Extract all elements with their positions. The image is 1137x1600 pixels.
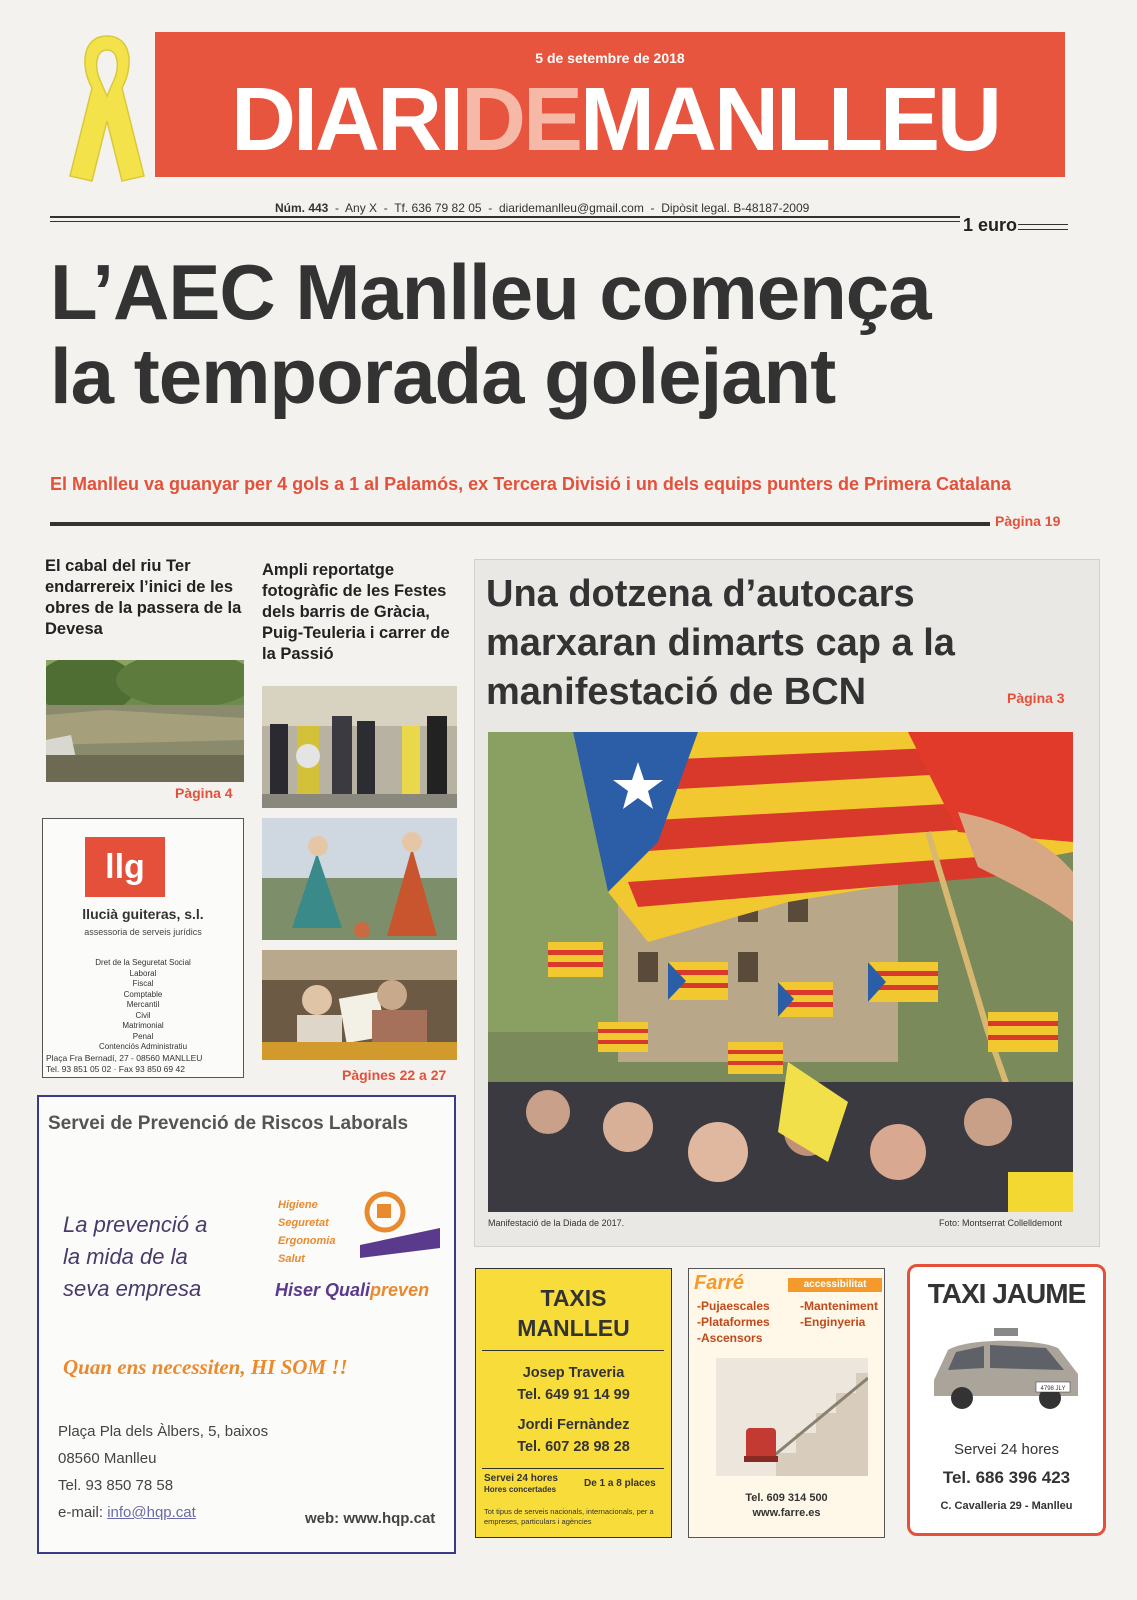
hqp-address2: 08560 Manlleu (58, 1450, 157, 1467)
hqp-area: Ergonomia (278, 1235, 336, 1247)
legal-deposit: Dipòsit legal. B-48187-2009 (661, 201, 810, 215)
masthead-rule-top (50, 216, 960, 218)
festes-story-headline: Ampli reportatge fotogràfic de les Festes dels barris de Gràcia, Puig-Teuleria i carrer de la Passió (262, 561, 450, 663)
taxis-tel2: Tel. 607 28 98 28 (517, 1439, 630, 1455)
festes-passio-photo (262, 950, 457, 1060)
hqp-tel: Tel. 93 850 78 58 (58, 1477, 174, 1494)
hqp-email-line (58, 1499, 268, 1526)
taxis-service: Servei 24 hores (484, 1473, 558, 1484)
llg-tagline: assessoria de serveis jurídics (84, 927, 202, 937)
hqp-email-link[interactable]: info@hqp.cat (107, 1504, 196, 1521)
masthead-title-part3: MANLLEU (580, 70, 999, 170)
llg-service: Contenciós Administratiu (98, 1042, 188, 1051)
llg-name: llucià guiteras, s.l. (82, 906, 204, 922)
llg-services (45, 958, 241, 1053)
price-rule-bottom (1018, 229, 1068, 230)
llg-service: Penal (132, 1031, 154, 1041)
river-ter-photo (46, 660, 244, 782)
ter-story-page: Pàgina 4 (175, 785, 233, 801)
masthead-title-part1: DIARI (231, 70, 462, 170)
festes-giants-photo (262, 818, 457, 940)
farre-items-left (697, 1298, 770, 1346)
taxis-driver2: Jordi Fernàndez (517, 1417, 630, 1433)
llg-service: Fiscal (132, 979, 154, 988)
llg-service: Matrimonial (122, 1021, 164, 1030)
hqp-web: web: www.hqp.cat (305, 1510, 436, 1527)
stairlift-photo (716, 1358, 868, 1476)
main-story-page: Pàgina 19 (995, 513, 1061, 529)
hqp-slogan-line2: la mida de la (63, 1244, 188, 1269)
taxis-service-sub: Hores concertades (484, 1485, 557, 1494)
hqp-slogan-line3: seva empresa (63, 1276, 202, 1301)
masthead-date: 5 de setembre de 2018 (535, 50, 685, 66)
taxis-divider (482, 1350, 664, 1351)
masthead-rule-bottom (50, 221, 960, 222)
taxi-jaume-title: TAXI JAUME (927, 1278, 1086, 1309)
ter-story-headline: El cabal del riu Ter endarrereix l’inici de les obres de la passera de la Devesa (45, 557, 242, 638)
taxis-title-line1: TAXIS (540, 1285, 607, 1311)
llg-logo: llg (85, 837, 165, 897)
farre-item: -Plataformes (697, 1315, 770, 1329)
farre-item: -Ascensors (697, 1331, 763, 1345)
farre-items-right (800, 1298, 878, 1330)
taxis-drivers (475, 1362, 672, 1458)
taxis-note: Tot tipus de serveis nacionals, internacionals, per a empreses, particulars i agències (484, 1507, 654, 1526)
hqp-motto: Quan ens necessiten, HI SOM !! (63, 1355, 348, 1379)
taxis-tel1: Tel. 649 91 14 99 (517, 1387, 630, 1403)
hqp-slogan (63, 1209, 207, 1305)
taxis-driver1: Josep Traveria (522, 1365, 625, 1381)
farre-item: -Enginyeria (800, 1315, 866, 1329)
price-rule-top (1018, 224, 1068, 225)
llg-address: Plaça Fra Bernadí, 27 - 08560 MANLLEU (46, 1053, 203, 1063)
issue-year: Any X (345, 201, 378, 215)
hqp-logo-icon (355, 1190, 445, 1270)
bcn-story-headline: Una dotzena d’autocars marxaran dimarts cap a la manifestació de BCN (486, 573, 955, 713)
masthead (155, 32, 1065, 177)
llg-service: Dret de la Seguretat Social (95, 958, 191, 967)
llg-service: Comptable (123, 989, 163, 999)
masthead-title-part2: DE (461, 70, 581, 170)
bcn-story-page: Pàgina 3 (1007, 690, 1065, 706)
hqp-area: Higiene (278, 1199, 318, 1211)
masthead-title (165, 70, 1065, 170)
main-subhead: El Manlleu va guanyar per 4 gols a 1 al Palamós, ex Tercera Divisió i un dels equips punters de Primera Catalana (50, 474, 1012, 494)
farre-item: -Pujaescales (697, 1299, 770, 1313)
info-separator: - (335, 201, 340, 215)
yellow-ribbon-icon (62, 26, 152, 186)
issue-info-line: Núm. 443 - Any X - Tf. 636 79 82 05 - diaridemanlleu@gmail.com - Dipòsit legal. B-48187-2009 (275, 201, 810, 215)
issue-email: diaridemanlleu@gmail.com (498, 201, 644, 215)
hqp-area: Seguretat (278, 1217, 329, 1229)
farre-web: www.farre.es (752, 1507, 821, 1519)
farre-item: -Manteniment (800, 1299, 878, 1313)
hqp-brand-b: preven (370, 1280, 430, 1300)
festes-band-photo (262, 686, 457, 808)
main-headline (50, 250, 1090, 418)
llg-service: Mercantil (126, 1000, 160, 1009)
taxi-jaume-service: Servei 24 hores (953, 1441, 1060, 1458)
issue-number: Núm. 443 (275, 201, 329, 215)
taxi-jaume-tel: Tel. 686 396 423 (942, 1468, 1071, 1487)
car-icon (926, 1328, 1086, 1410)
llg-service: Laboral (129, 968, 157, 978)
hqp-areas (278, 1196, 335, 1268)
farre-tag: accessibilitat (788, 1278, 882, 1292)
hqp-contact (58, 1418, 268, 1526)
taxis-divider-2 (482, 1468, 664, 1469)
farre-brand: Farré (694, 1272, 745, 1294)
main-headline-line1: L’AEC Manlleu comença (50, 248, 931, 336)
taxis-seats: De 1 a 8 places (584, 1478, 656, 1489)
taxis-title-line2: MANLLEU (517, 1315, 630, 1341)
issue-phone: Tf. 636 79 82 05 (394, 201, 482, 215)
hqp-brand-a: Hiser Quali (275, 1280, 371, 1300)
hqp-title: Servei de Prevenció de Riscos Laborals (48, 1113, 409, 1134)
headline-divider (50, 522, 990, 526)
taxis-title (475, 1283, 672, 1343)
bcn-photo-caption: Manifestació de la Diada de 2017. (488, 1218, 625, 1228)
hqp-address1: Plaça Pla dels Àlbers, 5, baixos (58, 1423, 269, 1440)
main-headline-line2: la temporada golejant (50, 332, 836, 420)
llg-service: Civil (135, 1010, 151, 1020)
car-plate: 4798 JLY (1040, 1386, 1066, 1392)
price: 1 euro (963, 215, 1018, 235)
hqp-brand (275, 1280, 429, 1301)
festes-story-page: Pàgines 22 a 27 (342, 1067, 447, 1083)
farre-tel: Tel. 609 314 500 (745, 1492, 828, 1504)
hqp-email-label: e-mail: (58, 1504, 104, 1521)
hqp-slogan-line1: La prevenció a (63, 1212, 208, 1237)
bcn-photo-credit: Foto: Montserrat Collelldemont (939, 1218, 1063, 1228)
llg-phones: Tel. 93 851 05 02 · Fax 93 850 69 42 (46, 1064, 185, 1074)
diada-flags-photo (488, 732, 1073, 1212)
hqp-area: Salut (278, 1253, 305, 1265)
taxi-jaume-address: C. Cavalleria 29 - Manlleu (940, 1500, 1073, 1512)
